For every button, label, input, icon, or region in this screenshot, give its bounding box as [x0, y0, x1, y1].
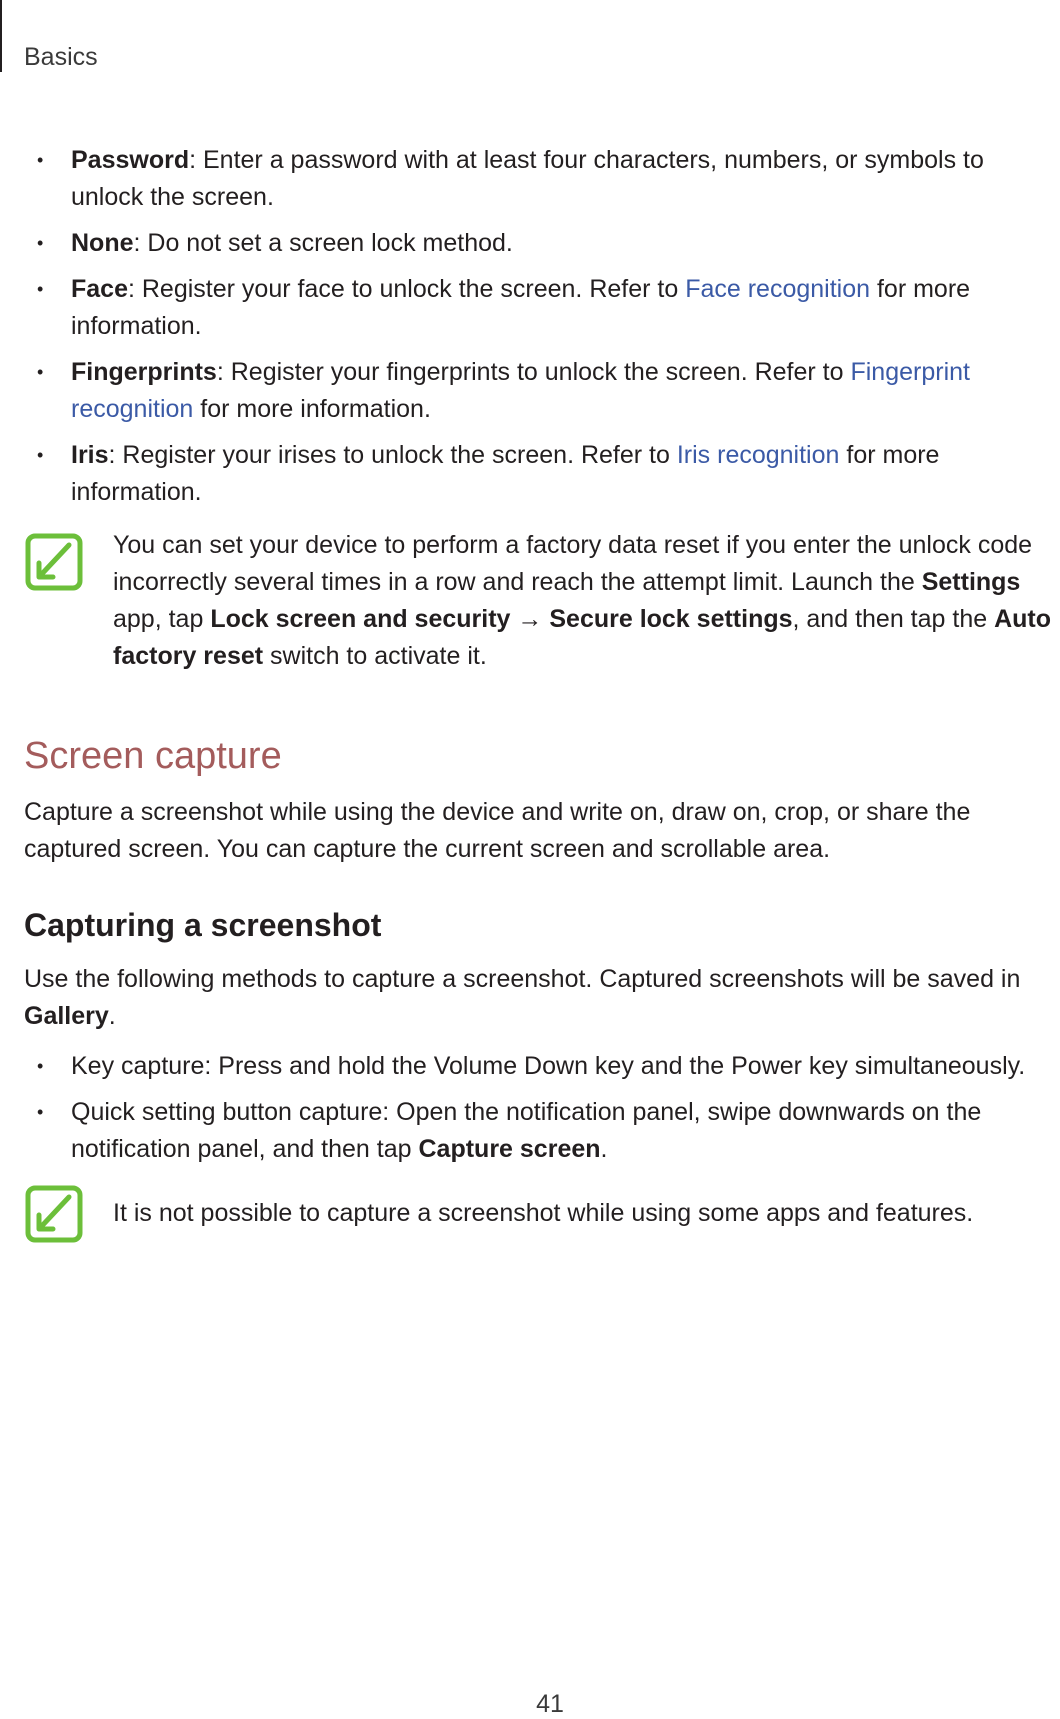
- note-check-icon: [25, 1185, 83, 1243]
- face-recognition-link[interactable]: Face recognition: [685, 275, 871, 303]
- settings-app-label: Settings: [921, 568, 1021, 596]
- capturing-intro: [24, 961, 1034, 1035]
- screen-capture-intro: Capture a screenshot while using the device and write on, draw on, crop, or share the captured screen. You can capture the current screen and scrollable area.: [24, 798, 971, 863]
- screen-capture-heading: Screen capture: [24, 735, 282, 777]
- bullet-icon: •: [37, 150, 44, 170]
- note-text-part: app, tap: [113, 605, 211, 633]
- secure-lock-settings-label: Secure lock settings: [549, 605, 793, 633]
- capturing-intro-end: .: [108, 1002, 116, 1030]
- bullet-icon: •: [37, 1102, 44, 1122]
- note-text: [113, 527, 1053, 675]
- description-end: for more information.: [71, 441, 940, 506]
- description-end: .: [600, 1135, 608, 1163]
- term: Iris: [71, 441, 109, 469]
- fingerprint-recognition-link[interactable]: Fingerprint recognition: [71, 358, 970, 423]
- section-label: Basics: [24, 43, 98, 71]
- list-item: [0, 354, 1060, 428]
- list-item: [0, 271, 1060, 345]
- auto-factory-reset-label: Auto factory reset: [113, 605, 1051, 670]
- list-item: [0, 142, 1060, 216]
- bullet-icon: •: [37, 1056, 44, 1076]
- iris-recognition-link[interactable]: Iris recognition: [676, 441, 840, 469]
- list-item: [0, 1048, 1060, 1085]
- description: Quick setting button capture: Open the notification panel, swipe downwards on the notification panel, and then tap: [71, 1098, 982, 1163]
- term: None: [71, 229, 134, 257]
- note-text: It is not possible to capture a screenshot while using some apps and features.: [113, 1199, 974, 1227]
- note-text-part: You can set your device to perform a factory data reset if you enter the unlock code incorrectly several times in a row and reach the attempt limit. Launch the: [113, 531, 1033, 596]
- description: : Register your fingerprints to unlock the screen. Refer to: [216, 358, 851, 386]
- note-text-part: switch to activate it.: [263, 642, 487, 670]
- list-item: [0, 1094, 1060, 1168]
- gallery-label: Gallery: [24, 1002, 109, 1030]
- capturing-intro-text: Use the following methods to capture a screenshot. Captured screenshots will be saved in: [24, 965, 1021, 993]
- description: : Register your irises to unlock the screen. Refer to: [108, 441, 677, 469]
- description: : Register your face to unlock the screen. Refer to: [127, 275, 686, 303]
- bullet-icon: •: [37, 445, 44, 465]
- arrow-icon: →: [510, 605, 550, 633]
- description-end: for more information.: [71, 275, 971, 340]
- lock-screen-security-label: Lock screen and security: [210, 605, 511, 633]
- description: Key capture: Press and hold the Volume Down key and the Power key simultaneously.: [71, 1052, 1026, 1080]
- note-text-part: , and then tap the: [792, 605, 995, 633]
- bullet-icon: •: [37, 279, 44, 299]
- description-end: for more information.: [193, 395, 431, 423]
- header-rule: [0, 0, 2, 72]
- capture-screen-label: Capture screen: [418, 1135, 601, 1163]
- term: Fingerprints: [71, 358, 217, 386]
- description: : Enter a password with at least four characters, numbers, or symbols to unlock the screen.: [71, 146, 984, 211]
- capturing-screenshot-heading: Capturing a screenshot: [24, 907, 382, 943]
- page-number: 41: [536, 1690, 564, 1718]
- description: : Do not set a screen lock method.: [133, 229, 513, 257]
- lock-methods-list: [0, 142, 1060, 520]
- term: Password: [71, 146, 190, 174]
- bullet-icon: •: [37, 362, 44, 382]
- bullet-icon: •: [37, 233, 44, 253]
- list-item: [0, 225, 1060, 262]
- capture-methods-list: [0, 1048, 1060, 1177]
- note-check-icon: [25, 533, 83, 591]
- term: Face: [71, 275, 128, 303]
- list-item: [0, 437, 1060, 511]
